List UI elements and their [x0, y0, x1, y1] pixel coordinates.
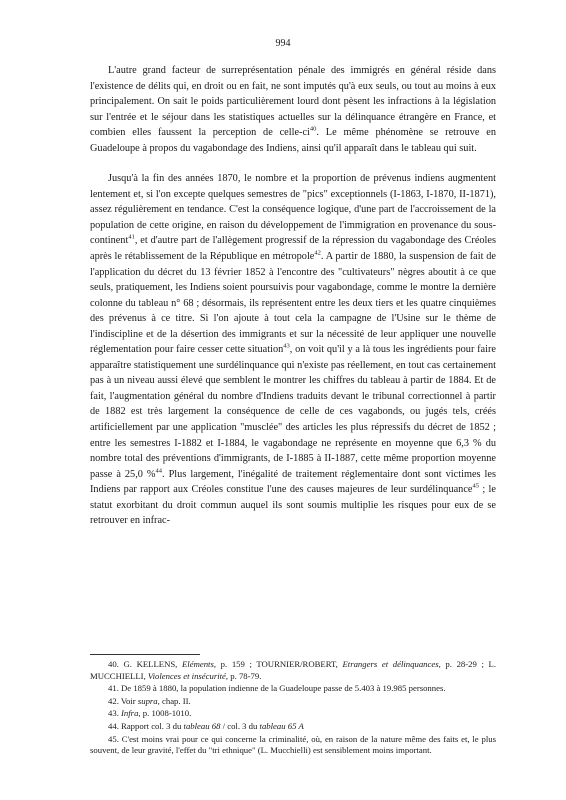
text-run: , p. 159 ; TOURNIER/ROBERT,	[213, 659, 343, 669]
text-run: . Le même phénomène se retrouve en Guadeloupe à propos du vagabondage des Indiens, ainsi qu'il apparaît dans le tableau qui suit.	[90, 127, 496, 154]
italic-text: supra	[137, 695, 158, 706]
paragraph	[90, 63, 496, 156]
footnote	[90, 659, 496, 682]
italic-text: Eléments	[182, 659, 214, 669]
italic-text: Violences et insécurité	[147, 670, 226, 681]
paragraph	[90, 171, 496, 529]
text-run: 45. C'est moins vrai pour ce qui concerne la criminalité, où, en raison de la nature même des faits et, le plus souvent, de leur gravité, l'effet du "tri ethnique" (L. Mucchielli) est sensiblement moins important.	[90, 733, 496, 756]
footnote	[90, 721, 496, 733]
footnote	[90, 708, 496, 720]
text-run: ; le statut exorbitant du droit commun auquel ils sont soumis multiplie les risques pour eux de se retrouver en infrac-	[90, 484, 496, 527]
footnote	[90, 734, 496, 757]
text-run: , p. 78-79.	[225, 670, 262, 681]
italic-text: Infra	[121, 708, 139, 719]
footnote-separator	[90, 654, 200, 655]
footnotes	[90, 659, 496, 757]
text-run: , on voit qu'il y a là tous les ingrédients pour faire apparaître statistiquement une surdélinquance qui n'existe pas réellement, en tout cas certainement pas à un niveau aussi élevé que semblent le montrer les chiffres du tableau à partir de 1884. Et de fait, l'augmentation général du nombre d'Indiens traduits devant le tribunal correctionnel à partir de 1882 est très largement la conséquence de celle de ces vagabonds, ou jugés tels, créés artificiellement par une application "musclée" des articles les plus répressifs du décret de 1852 ; entre les semestres I-1882 et I-1884, le vagabondage ne représente en moyenne que 6,3 % du nombre total des préventions d'immigrants, de I-1885 à II-1887, cette même proportion moyenne passe à 25,0 %	[90, 344, 496, 480]
text-run: , chap. II.	[157, 695, 191, 706]
text-run: 41. De 1859 à 1880, la population indienne de la Guadeloupe passe de 5.403 à 19.985 personnes.	[108, 683, 446, 694]
italic-text: tableau 65 A	[259, 720, 304, 731]
text-run: , p. 28-29 ; L. MUCCHIELLI,	[90, 659, 496, 681]
text-run: Jusqu'à la fin des années 1870, le nombre et la proportion de prévenus indiens augmentent lentement et, si l'on excepte quelques semestres de "pics" exceptionnels (I-1863, I-1870, II-1871), assez régulièrement en tendance. C'est la conséquence logique, d'une part de l'accroissement de la population de cette origine, en raison du développement de l'immigration en provenance du sous-continent	[90, 173, 496, 247]
footnote-ref: 42	[314, 249, 321, 257]
page-number: 994	[275, 38, 291, 49]
italic-text: Etrangers et délinquances	[342, 659, 439, 669]
text-run: . A partir de 1880, la suspension de fait de l'application du décret du 13 février 1852 à l'encontre des "cultivateurs" nègres aboutit à ce que seuls, pratiquement, les Indiens soient poursuivis pour vagabondage, comme le montre la dernière colonne du tableau n° 68 ; désormais, ils représentent entre les deux tiers et les quatre cinquièmes des prévenus à ce titre. Si l'on ajoute à tout cela la campagne de l'Usine sur le thème de l'indiscipline et de la désertion des immigrants et sur la nécessité de leur appliquer une nouvelle réglementation pour faire cesser cette situation	[90, 251, 496, 356]
footnote	[90, 683, 496, 695]
text-run: , et d'autre part de l'allègement progressif de la répression du vagabondage des Créoles après le rétablissement de la République en métropole	[90, 235, 496, 263]
text-run: 42. Voir	[108, 695, 138, 706]
italic-text: tableau 68	[183, 720, 221, 731]
text-run: 43.	[108, 708, 122, 719]
footnote-ref: 41	[128, 234, 135, 242]
footnote-ref: 44	[155, 467, 162, 475]
footnote-ref: 40	[309, 125, 317, 133]
main-text	[90, 63, 496, 529]
footnote	[90, 696, 496, 708]
text-run: 40. G. KELLENS,	[108, 659, 182, 669]
footnote-ref: 43	[283, 342, 290, 350]
text-run: / col. 3 du	[220, 720, 260, 731]
text-run: , p. 1008-1010.	[138, 708, 192, 719]
text-run: . Plus largement, l'inégalité de traitement réglementaire dont sont victimes les Indiens par rapport aux Créoles constitue l'une des causes majeures de leur surdélinquance	[90, 468, 496, 496]
footnote-ref: 45	[472, 482, 479, 490]
text-run: 44. Rapport col. 3 du	[108, 720, 184, 731]
text-run: L'autre grand facteur de surreprésentation pénale des immigrés en général réside dans l'existence de délits qui, en droit ou en fait, ne sont imputés qu'à eux seuls, ou tout au moins à eux principalement. On sait le poids particulièrement lourd dont pèsent les infractions à la législation sur l'entrée et le séjour dans les statistiques actuelles sur la délinquance étrangère en France, et combien elles faussent la perception de celle-ci	[90, 65, 496, 139]
